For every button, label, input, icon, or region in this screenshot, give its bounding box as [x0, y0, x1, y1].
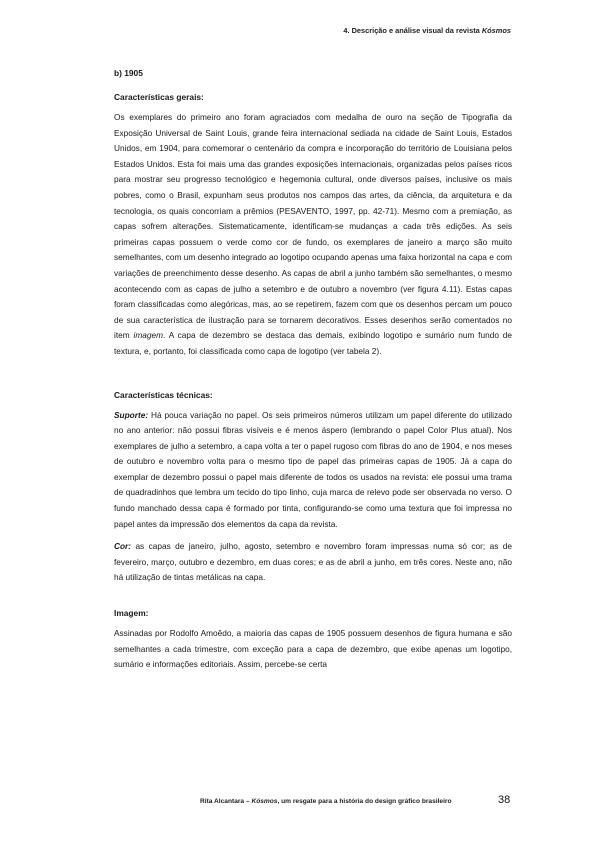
- general-characteristics-paragraph: [114, 110, 512, 360]
- technical-characteristics-heading: Características técnicas:: [114, 389, 213, 400]
- running-header-magazine: Kósmos: [481, 26, 511, 35]
- general-paragraph-text: Os exemplares do primeiro ano foram agraciados com medalha de ouro na seção de Tipografia da Exposição Universal de Saint Louis, grande feira internacional sediada na cidade de Saint Louis, Estados Unidos, em 1904, para comemorar o centenário da compra e incorporação do território de Louisiana pelos Estados Unidos. Esta foi mais uma das grandes exposições internacionais, organizadas pelos países ricos para mostrar seu progresso tecnológico e hegemonia cultural, onde diversos países, inclusive os mais pobres, como o Brasil, expunham seus produtos nos campos das artes, da ciência, da arquitetura e da tecnologia, os quais concorriam a prêmios (PESAVENTO, 1997, pp. 42-71). Mesmo com a premiação, as capas sofrem alterações. Sistematicamente, identificam-se mudanças a cada três edições. As seis primeiras capas possuem o verde como cor de fundo, os exemplares de janeiro a março são muito semelhantes, com um desenho integrado ao logotipo ocupando apenas uma faixa horizontal na capa e com variações de preenchimento desse desenho. As capas de abril a junho também são semelhantes, o mesmo acontecendo com as capas de julho a setembro e de outubro a novembro (ver figura 4.11). Estas capas foram classificadas como alegóricas, mas, ao se repetirem, fazem com que os desenhos percam um pouco de sua característica de ilustração para se tornarem decorativos. Esses desenhos serão comentados no item: [114, 112, 512, 341]
- spacer: [114, 586, 512, 608]
- general-paragraph-item: imagem: [133, 330, 164, 341]
- section-heading: b) 1905: [114, 68, 143, 78]
- footer-author: Rita Alcantara –: [200, 798, 252, 805]
- running-header: [343, 26, 511, 35]
- color-text: as capas de janeiro, julho, agosto, setembro e novembro foram impressas numa só cor; as de fevereiro, março, outubro e dezembro, em duas cores; e as de abril a junho, em três cores. Neste ano, não há utilização de tintas metálicas na capa.: [114, 541, 512, 583]
- image-paragraph: Assinadas por Rodolfo Amoêdo, a maioria das capas de 1905 possuem desenhos de figura humana e são semelhantes a cada trimestre, com exceção para a capa de dezembro, que exibe apenas um logotipo, sumário e informações editoriais. Assim, percebe-se certa: [114, 628, 512, 670]
- support-label: Suporte:: [114, 409, 149, 420]
- footer-magazine: Kósmos: [251, 798, 278, 805]
- spacer: [114, 532, 512, 539]
- spacer: [114, 360, 512, 390]
- color-label: Cor:: [114, 541, 132, 552]
- page-number: 38: [498, 794, 511, 806]
- page-content: [114, 68, 512, 673]
- running-header-text: 4. Descrição e análise visual da revista: [343, 26, 482, 35]
- footer-subtitle: , um resgate para a história do design gráfico brasileiro: [277, 798, 452, 805]
- support-paragraph: [114, 408, 512, 533]
- general-paragraph-end: . A capa de dezembro se destaca das demais, exibindo logotipo e sumário num fundo de textura, e, portanto, foi classificada como capa de logotipo (ver tabela 2).: [114, 330, 513, 356]
- page-footer: [200, 798, 512, 805]
- color-paragraph: [114, 539, 512, 586]
- support-text: Há pouca variação no papel. Os seis primeiros números utilizam um papel diferente do utilizado no ano anterior: não possui fibras visíveis e é menos áspero (lembrando o papel Color Plus atual). Nos exemplares de julho a setembro, a capa volta a ter o papel rugoso com fibras do ano de 1904, e nos meses de outubro e novembro volta para o mesmo tipo de papel das primeiras capas de 1905. Já a capa do exemplar de dezembro possui o papel mais diferente de todos os usados na revista: ele possui uma trama de quadradinhos que lembra um tecido do tipo linho, cuja marca de relevo pode ser observada no verso. O fundo manchado dessa capa é formado por tinta, configurando-se como uma textura que foi impressa no papel antes da impressão dos elementos da capa da revista.: [114, 409, 512, 529]
- general-characteristics-heading: Características gerais:: [114, 92, 204, 102]
- image-heading: Imagem:: [114, 608, 149, 619]
